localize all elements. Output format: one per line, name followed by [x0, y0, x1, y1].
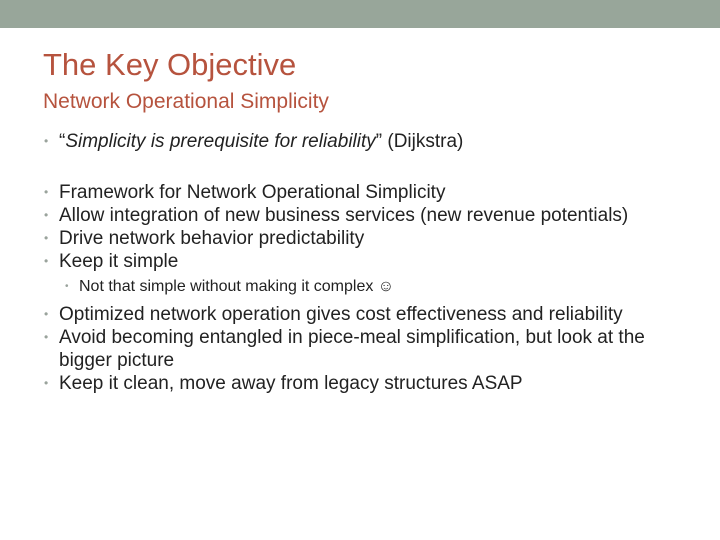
list-item-text: Keep it simple — [59, 251, 179, 272]
list-item — [44, 181, 684, 204]
sub-list-item-text: Not that simple without making it complex ☺ — [79, 278, 395, 295]
slide-title: The Key Objective — [43, 47, 297, 82]
bullet-icon: • — [44, 376, 49, 390]
quote-close: ” — [375, 131, 383, 152]
bullet-icon: • — [44, 307, 49, 321]
bullet-icon: • — [44, 185, 49, 199]
list-item-text: Keep it clean, move away from legacy structures ASAP — [59, 373, 523, 394]
quote-text: Simplicity is prerequisite for reliability — [65, 131, 376, 152]
list-item — [44, 303, 684, 326]
bullet-icon: • — [44, 231, 49, 245]
list-item — [44, 204, 684, 227]
bullet-icon: • — [44, 330, 49, 344]
header-band — [0, 0, 720, 28]
bullet-icon: • — [44, 134, 49, 148]
sub-list-item — [44, 276, 684, 298]
list-item — [44, 250, 684, 273]
list-item — [44, 372, 684, 395]
list-item-text: Allow integration of new business services (new revenue potentials) — [59, 205, 629, 226]
quote-attribution: (Dijkstra) — [382, 131, 464, 152]
quote-open: “ — [59, 131, 66, 152]
list-item-text: Framework for Network Operational Simplicity — [59, 182, 446, 203]
list-item — [44, 227, 684, 250]
list-item-text: Avoid becoming entangled in piece-meal simplification, but look at the bigger picture — [59, 327, 645, 371]
quote-bullet — [44, 130, 684, 153]
list-item-text: Optimized network operation gives cost effectiveness and reliability — [59, 304, 623, 325]
bullet-icon: • — [44, 208, 49, 222]
slide-subtitle: Network Operational Simplicity — [43, 90, 329, 113]
list-item-text: Drive network behavior predictability — [59, 228, 365, 249]
slide-body — [44, 130, 684, 395]
list-item — [44, 326, 684, 372]
bullet-icon: • — [44, 254, 49, 268]
bullet-icon: • — [65, 281, 69, 292]
